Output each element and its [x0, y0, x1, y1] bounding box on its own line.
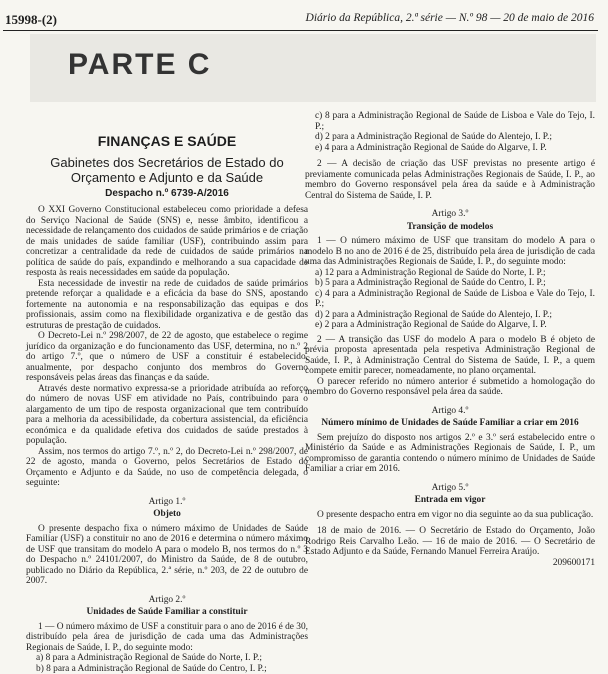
list-item: a) 12 para a Administração Regional de Saúde do Norte, I. P.;	[305, 268, 595, 279]
article-text: 2 — A transição das USF do modelo A para o modelo B é objeto de prévia proposta apresentada pela respetiva Administração Regional de Saúde, I. P., à Administração Central do Sistema de Saúde, I. P., a quem compete emitir parecer, nomeadamente, no plano orçamental.	[305, 335, 595, 377]
preamble-paragraph: Assim, nos termos do artigo 7.º, n.º 2, do Decreto-Lei n.º 298/2007, de 22 de agosto, manda o Governo, pelos Secretários de Estado do Orçamento e Adjunto e da Saúde, no uso de competência delegada, o seguinte:	[26, 447, 308, 489]
article-number: Artigo 2.º	[26, 595, 308, 606]
article-text: 1 — O número máximo de USF a constituir para o ano de 2016 é de 30, distribuído pela área de jurisdição de cada uma das Administrações Regionais de Saúde, I. P., do seguinte modo:	[26, 622, 308, 654]
article-title: Unidades de Saúde Familiar a constituir	[26, 607, 308, 618]
office-heading: Gabinetes dos Secretários de Estado do Orçamento e Adjunto e da Saúde	[26, 155, 308, 185]
list-item: b) 8 para a Administração Regional de Saúde do Centro, I. P.;	[26, 664, 308, 674]
article-title: Número mínimo de Unidades de Saúde Familiar a criar em 2016	[305, 418, 595, 429]
preamble-paragraph: O XXI Governo Constitucional estabeleceu como prioridade a defesa do Serviço Nacional de Saúde (SNS) e, nesse âmbito, identificou a necessidade de relançamento dos cuidados de saúde primários e de criação de mais unidades de saúde familiar (USF), contribuindo assim para concretizar a centralidade da rede de cuidados de saúde primários na política de saúde do país, expandindo e melhorando a sua capacidade de resposta às reais necessidades em saúde da população.	[26, 205, 308, 279]
article-text: 1 — O número máximo de USF que transitam do modelo A para o modelo B no ano de 2016 é de 25, distribuído pela área de jurisdição de cada uma das Administrações Regionais de Saúde, I. P., do seguinte modo:	[305, 236, 595, 268]
list-item: e) 4 para a Administração Regional de Saúde do Algarve, I. P.	[305, 143, 595, 154]
article-text: O presente despacho fixa o número máximo de Unidades de Saúde Familiar (USF) a constituir no ano de 2016 e determina o número máximo de USF que transitam do modelo A para o modelo B, nos termos do n.º 3 do Despacho n.º 24101/2007, do Ministro da Saúde, de 8 de outubro, publicado no Diário da República, 2.ª série, n.º 203, de 22 de outubro de 2007.	[26, 524, 308, 587]
header-rule	[3, 30, 598, 31]
article-title: Transição de modelos	[305, 222, 595, 233]
preamble-paragraph: O Decreto-Lei n.º 298/2007, de 22 de agosto, que estabelece o regime jurídico da organização e do funcionamento das USF, determina, no n.º 2 do artigo 7.º, que o número de USF a constituir é estabelecido, anualmente, por despacho conjunto dos membros do Governo responsáveis pelas áreas das finanças e da saúde.	[26, 331, 308, 384]
article-number: Artigo 1.º	[26, 497, 308, 508]
article-number: Artigo 4.º	[305, 406, 595, 417]
part-title: PARTE C	[68, 48, 211, 82]
article-text: Sem prejuízo do disposto nos artigos 2.º e 3.º será estabelecido entre o Ministério da Saúde e as Administrações Regionais de Saúde, I. P., um compromisso de garantia contendo o número mínimo de Unidades de Saúde Familiar a criar em 2016.	[305, 433, 595, 475]
list-item: a) 8 para a Administração Regional de Saúde do Norte, I. P.;	[26, 653, 308, 664]
list-item: c) 4 para a Administração Regional de Saúde de Lisboa e Vale do Tejo, I. P.;	[305, 289, 595, 310]
list-item: d) 2 para a Administração Regional de Saúde do Alentejo, I. P.;	[305, 310, 595, 321]
document-code: 209600171	[305, 558, 595, 569]
order-title: Despacho n.º 6739-A/2016	[26, 189, 308, 200]
journal-header: Diário da República, 2.ª série — N.º 98 — 20 de maio de 2016	[306, 12, 594, 24]
article-text: O presente despacho entra em vigor no dia seguinte ao da sua publicação.	[305, 510, 595, 521]
list-item: c) 8 para a Administração Regional de Saúde de Lisboa e Vale do Tejo, I. P.;	[305, 111, 595, 132]
list-item: e) 2 para a Administração Regional de Saúde do Algarve, I. P.	[305, 320, 595, 331]
page-code: 15998-(2)	[5, 12, 57, 28]
article-number: Artigo 3.º	[305, 209, 595, 220]
ministry-heading: FINANÇAS E SAÚDE	[26, 136, 308, 147]
article-title: Entrada em vigor	[305, 495, 595, 506]
preamble-paragraph: Esta necessidade de investir na rede de cuidados de saúde primários pretende reforçar a qualidade e a eficácia da base do SNS, apostando fortemente na autonomia e na responsabilização das equipas e dos profissionais, assim como na flexibilidade organizativa e de gestão das estruturas de prestação de cuidados.	[26, 279, 308, 332]
article-title: Objeto	[26, 509, 308, 520]
left-column	[26, 104, 308, 674]
list-item: d) 2 para a Administração Regional de Saúde do Alentejo, I. P.;	[305, 132, 595, 143]
signature: 18 de maio de 2016. — O Secretário de Estado do Orçamento, João Rodrigo Reis Carvalho Leão. — 16 de maio de 2016. — O Secretário de Estado Adjunto e da Saúde, Fernando Manuel Ferreira Araújo.	[305, 526, 595, 558]
list-item: b) 5 para a Administração Regional de Saúde do Centro, I. P.;	[305, 278, 595, 289]
right-column	[305, 111, 595, 568]
preamble-paragraph: Através deste normativo expressa-se a prioridade atribuída ao reforço do número de novas USF em atividade no País, contribuindo para o alargamento de um tipo de resposta organizacional que tem contribuído para a melhoria da acessibilidade, da cobertura assistencial, da eficiência económica e da qualidade efetiva dos cuidados de saúde prestados à população.	[26, 384, 308, 447]
article-number: Artigo 5.º	[305, 483, 595, 494]
article-text: O parecer referido no número anterior é submetido a homologação do membro do Governo responsável pela área da saúde.	[305, 377, 595, 398]
article-text: 2 — A decisão de criação das USF previstas no presente artigo é previamente comunicada pelas Administrações Regionais de Saúde, I. P., ao membro do Governo responsável pela área da saúde e à Administração Central do Sistema de Saúde, I. P.	[305, 159, 595, 201]
